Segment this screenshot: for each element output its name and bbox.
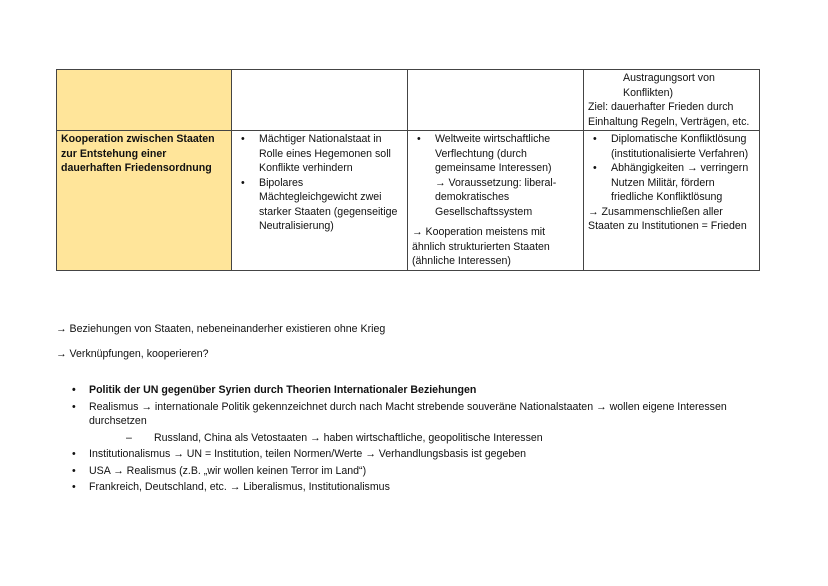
list-item: • Mächtiger Nationalstaat in Rolle eines Hegemonen soll Konflikte verhindern <box>253 132 403 176</box>
cell-list <box>236 132 403 234</box>
table-cell <box>584 131 760 271</box>
table-cell <box>584 70 760 131</box>
list-item: – Russland, China als Vetostaaten → haben wirtschaftliche, geopolitische Interessen <box>56 431 776 446</box>
table-cell <box>408 131 584 271</box>
theories-table <box>56 69 760 271</box>
table-cell-label-empty <box>57 70 232 131</box>
cell-text: Konflikten) <box>623 86 674 99</box>
table-cell <box>232 70 408 131</box>
list-item <box>429 132 579 219</box>
list-item: • Frankreich, Deutschland, etc. → Liberalismus, Institutionalismus <box>56 480 776 495</box>
table-row <box>57 131 760 271</box>
bullet-list <box>56 383 776 497</box>
cell-text: Einhaltung Regeln, Verträgen, etc. <box>588 115 750 128</box>
cell-note: → Zusammenschließen aller Staaten zu Institutionen = Frieden <box>588 205 747 232</box>
list-item: • USA → Realismus (z.B. „wir wollen keinen Terror im Land“) <box>56 464 776 479</box>
list-item: • Institutionalismus → UN = Institution, teilen Normen/Werte → Verhandlungsbasis ist gegeben <box>56 447 776 462</box>
table-cell <box>232 131 408 271</box>
cell-text: Ziel: dauerhafter Frieden durch <box>588 101 734 113</box>
table-row <box>57 70 760 131</box>
row-label <box>57 131 232 271</box>
cell-note: → Kooperation meistens mit ähnlich strukturierten Staaten (ähnliche Interessen) <box>412 226 550 267</box>
cell-text: Austragungsort von <box>623 72 715 84</box>
list-item: • Realismus → internationale Politik gekennzeichnet durch nach Macht strebende souveräne Nationalstaaten → wollen eigene Interessen durchsetzen <box>56 400 776 429</box>
list-item: • Diplomatische Konfliktlösung (institutionalisierte Verfahren) <box>605 132 755 161</box>
note-line: → Verknüpfungen, kooperieren? <box>56 348 209 360</box>
note-line: → Beziehungen von Staaten, nebeneinanderher existieren ohne Krieg <box>56 323 386 335</box>
list-item-text: Weltweite wirtschaftliche Verflechtung (durch gemeinsame Interessen) <box>435 133 552 174</box>
list-item: • Abhängigkeiten → verringern Nutzen Militär, fördern friedliche Konfliktlösung <box>605 161 755 205</box>
list-item: • Bipolares Mächtegleichgewicht zwei starker Staaten (gegenseitige Neutralisierung) <box>253 176 403 234</box>
cell-list <box>588 132 755 205</box>
list-item: • Politik der UN gegenüber Syrien durch Theorien Internationaler Beziehungen <box>56 383 776 398</box>
table-cell <box>408 70 584 131</box>
row-label-text: Kooperation zwischen Staaten zur Entstehung einer dauerhaften Friedensordnung <box>61 133 215 174</box>
list-item-text: → Voraussetzung: liberal-demokratisches Gesellschaftssystem <box>435 176 557 218</box>
cell-list <box>412 132 579 219</box>
